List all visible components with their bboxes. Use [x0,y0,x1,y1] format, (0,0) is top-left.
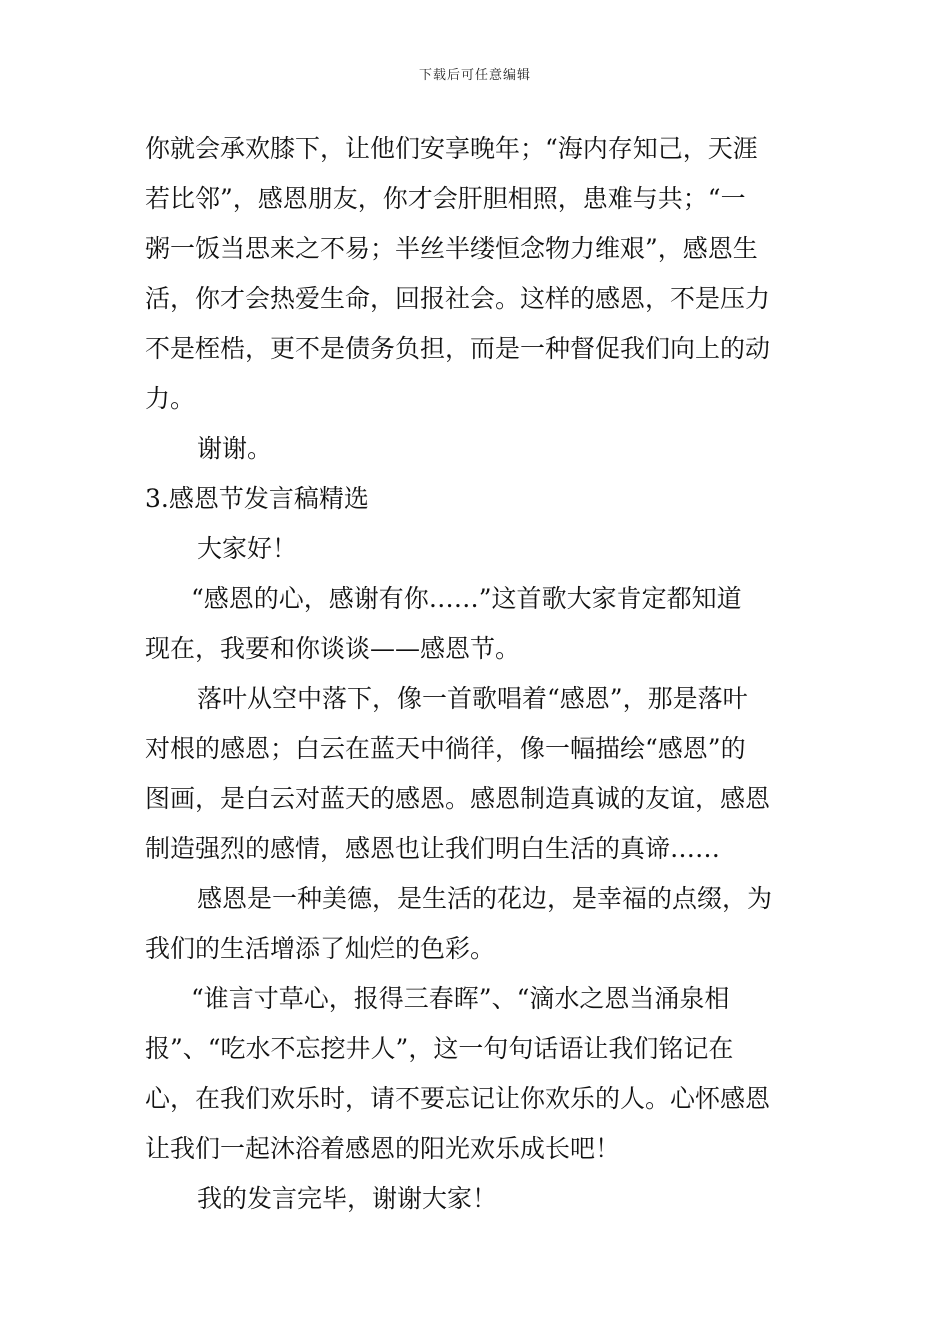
text-line: 谢谢。 [197,434,273,463]
text-line: 报”、“吃水不忘挖井人”，这一句句话语让我们铭记在 [145,1034,734,1063]
text-line: 我们的生活增添了灿烂的色彩。 [145,934,496,963]
text-line: 力。 [145,384,196,413]
document-body [145,124,810,1224]
text-line: 现在，我要和你谈谈——感恩节。 [145,634,521,663]
text-line: 若比邻”，感恩朋友，你才会肝胆相照，患难与共；“一 [145,184,746,213]
text-line: “谁言寸草心，报得三春晖”、“滴水之恩当涌泉相 [191,984,730,1013]
text-line: “感恩的心，感谢有你……”这首歌大家肯定都知道 [191,584,742,613]
text-line: 大家好！ [197,534,298,563]
text-line: 你就会承欢膝下，让他们安享晚年；“海内存知己，天涯 [145,134,758,163]
section-heading: 3.感恩节发言稿精选 [145,484,369,513]
text-line: 落叶从空中落下，像一首歌唱着“感恩”，那是落叶 [197,684,748,713]
text-line: 感恩是一种美德，是生活的花边，是幸福的点缀，为 [197,884,773,913]
page-header: 下载后可任意编辑 [418,68,531,83]
text-line: 图画，是白云对蓝天的感恩。感恩制造真诚的友谊，感恩 [145,784,771,813]
text-line: 心，在我们欢乐时，请不要忘记让你欢乐的人。心怀感恩 [145,1084,771,1113]
text-line: 我的发言完毕，谢谢大家！ [197,1184,498,1213]
text-line: 粥一饭当思来之不易；半丝半缕恒念物力维艰”，感恩生 [145,234,758,263]
text-line: 活，你才会热爱生命，回报社会。这样的感恩，不是压力 [145,284,771,313]
text-line: 制造强烈的感情，感恩也让我们明白生活的真谛…… [145,834,721,863]
text-line: 对根的感恩；白云在蓝天中徜徉，像一幅描绘“感恩”的 [145,734,746,763]
text-line: 不是桎梏，更不是债务负担，而是一种督促我们向上的动 [145,334,771,363]
text-line: 让我们一起沐浴着感恩的阳光欢乐成长吧！ [145,1134,621,1163]
